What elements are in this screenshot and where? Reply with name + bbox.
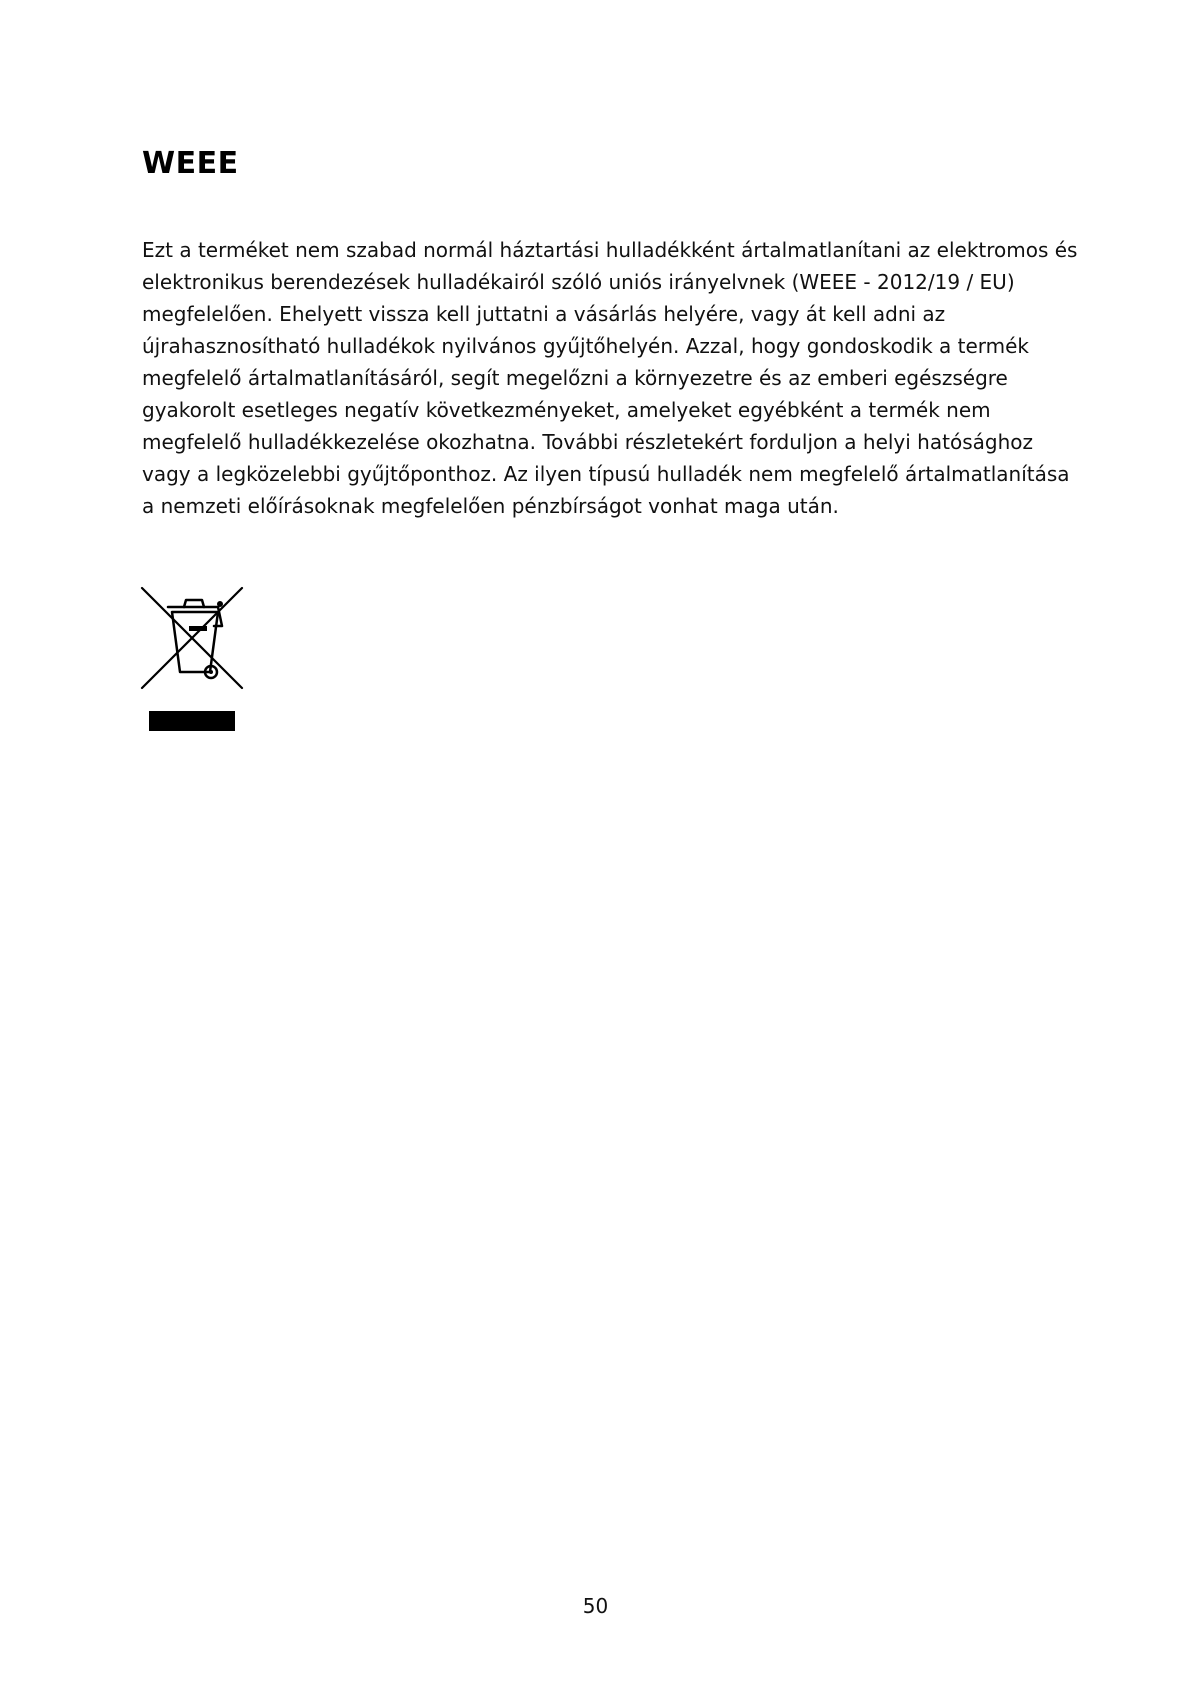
paragraph-line: megfelelő hulladékkezelése okozhatna. További részletekért forduljon a helyi hatósághoz: [142, 430, 1033, 454]
paragraph-line: megfelelően. Ehelyett vissza kell juttatni a vásárlás helyére, vagy át kell adni az: [142, 302, 946, 326]
weee-paragraph: [142, 234, 1078, 522]
paragraph-line: a nemzeti előírásoknak megfelelően pénzbírságot vonhat maga után.: [142, 494, 839, 518]
crossed-out-wheelie-bin-icon: [140, 586, 250, 741]
paragraph-line: megfelelő ártalmatlanításáról, segít megelőzni a környezetre és az emberi egészségre: [142, 366, 1008, 390]
paragraph-line: gyakorolt esetleges negatív következményeket, amelyeket egyébként a termék nem: [142, 398, 991, 422]
page-number: 50: [582, 1594, 609, 1618]
paragraph-line: Ezt a terméket nem szabad normál háztartási hulladékként ártalmatlanítani az elektromos és: [142, 238, 1078, 262]
page-title: WEEE: [142, 146, 239, 181]
paragraph-line: újrahasznosítható hulladékok nyilvános gyűjtőhelyén. Azzal, hogy gondoskodik a termék: [142, 334, 1030, 358]
paragraph-line: elektronikus berendezések hulladékairól szóló uniós irányelvnek (WEEE - 2012/19 / EU): [142, 270, 1015, 294]
paragraph-line: vagy a legközelebbi gyűjtőponthoz. Az ilyen típusú hulladék nem megfelelő ártalmatlanítása: [142, 462, 1070, 486]
